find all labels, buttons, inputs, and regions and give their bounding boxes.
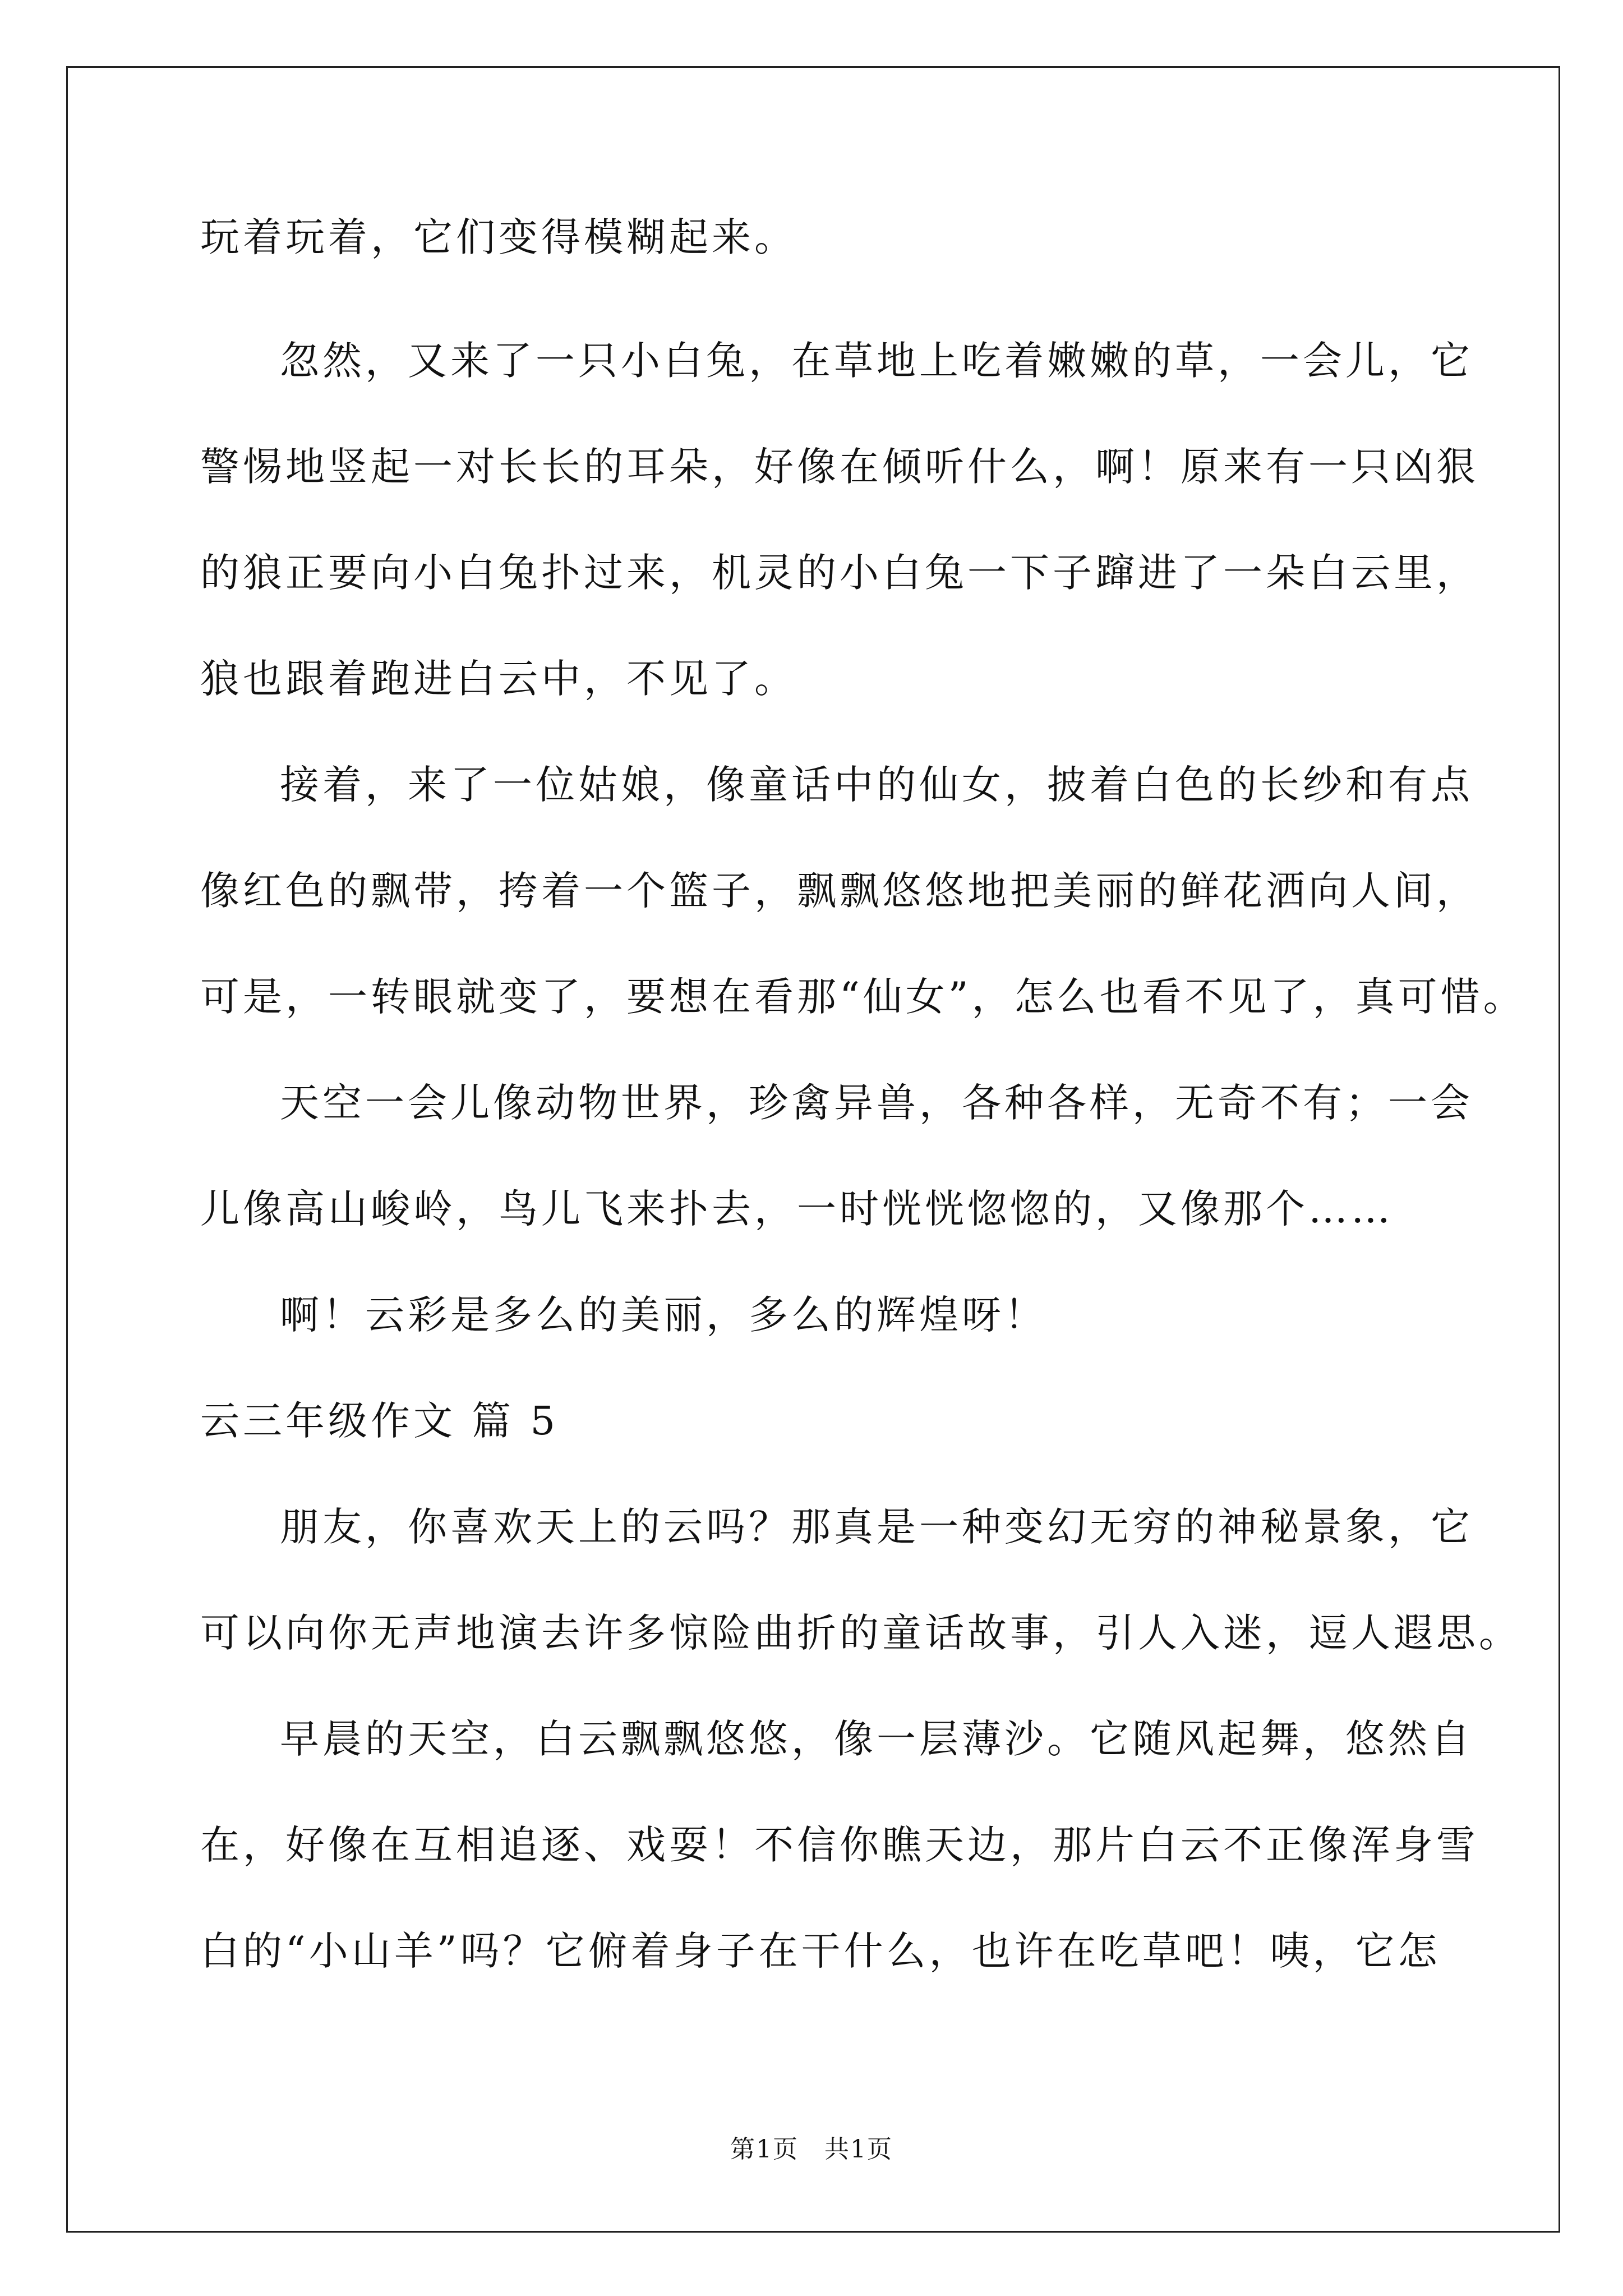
text-line: 的狼正要向小白兔扑过来，机灵的小白兔一下子蹿进了一朵白云里， xyxy=(200,550,1479,596)
text-line: 狼也跟着跑进白云中，不见了。 xyxy=(200,656,797,702)
text-line: 早晨的天空，白云飘飘悠悠，像一层薄沙。它随风起舞，悠然自 xyxy=(280,1716,1473,1762)
text-line: 可以向你无声地演去许多惊险曲折的童话故事，引人入迷，逗人遐思。 xyxy=(200,1610,1521,1656)
text-line: 玩着玩着，它们变得模糊起来。 xyxy=(200,214,797,260)
text-line: 警惕地竖起一对长长的耳朵，好像在倾听什么，啊！原来有一只凶狠 xyxy=(200,444,1479,490)
text-line: 白的“小山羊”吗？它俯着身子在干什么，也许在吃草吧！咦，它怎 xyxy=(200,1928,1441,1974)
text-line: 天空一会儿像动物世界，珍禽异兽，各种各样，无奇不有；一会 xyxy=(280,1080,1473,1126)
text-line: 接着，来了一位姑娘，像童话中的仙女，披着白色的长纱和有点 xyxy=(280,762,1473,808)
section-heading: 云三年级作文 篇 5 xyxy=(200,1398,559,1444)
text-line: 像红色的飘带，挎着一个篮子，飘飘悠悠地把美丽的鲜花洒向人间， xyxy=(200,868,1479,914)
text-line: 朋友，你喜欢天上的云吗？那真是一种变幻无穷的神秘景象，它 xyxy=(280,1504,1473,1550)
page-border xyxy=(66,66,1560,2233)
text-line: 啊！云彩是多么的美丽，多么的辉煌呀！ xyxy=(280,1292,1047,1338)
page-footer: 第1页 共1页 xyxy=(730,2135,893,2164)
text-line: 可是，一转眼就变了，要想在看那“仙女”，怎么也看不见了，真可惜。 xyxy=(200,974,1526,1020)
text-line: 在，好像在互相追逐、戏耍！不信你瞧天边，那片白云不正像浑身雪 xyxy=(200,1822,1479,1868)
text-line: 忽然，又来了一只小白兔，在草地上吃着嫩嫩的草，一会儿，它 xyxy=(280,338,1473,384)
text-line: 儿像高山峻岭，鸟儿飞来扑去，一时恍恍惚惚的，又像那个…… xyxy=(200,1186,1394,1232)
